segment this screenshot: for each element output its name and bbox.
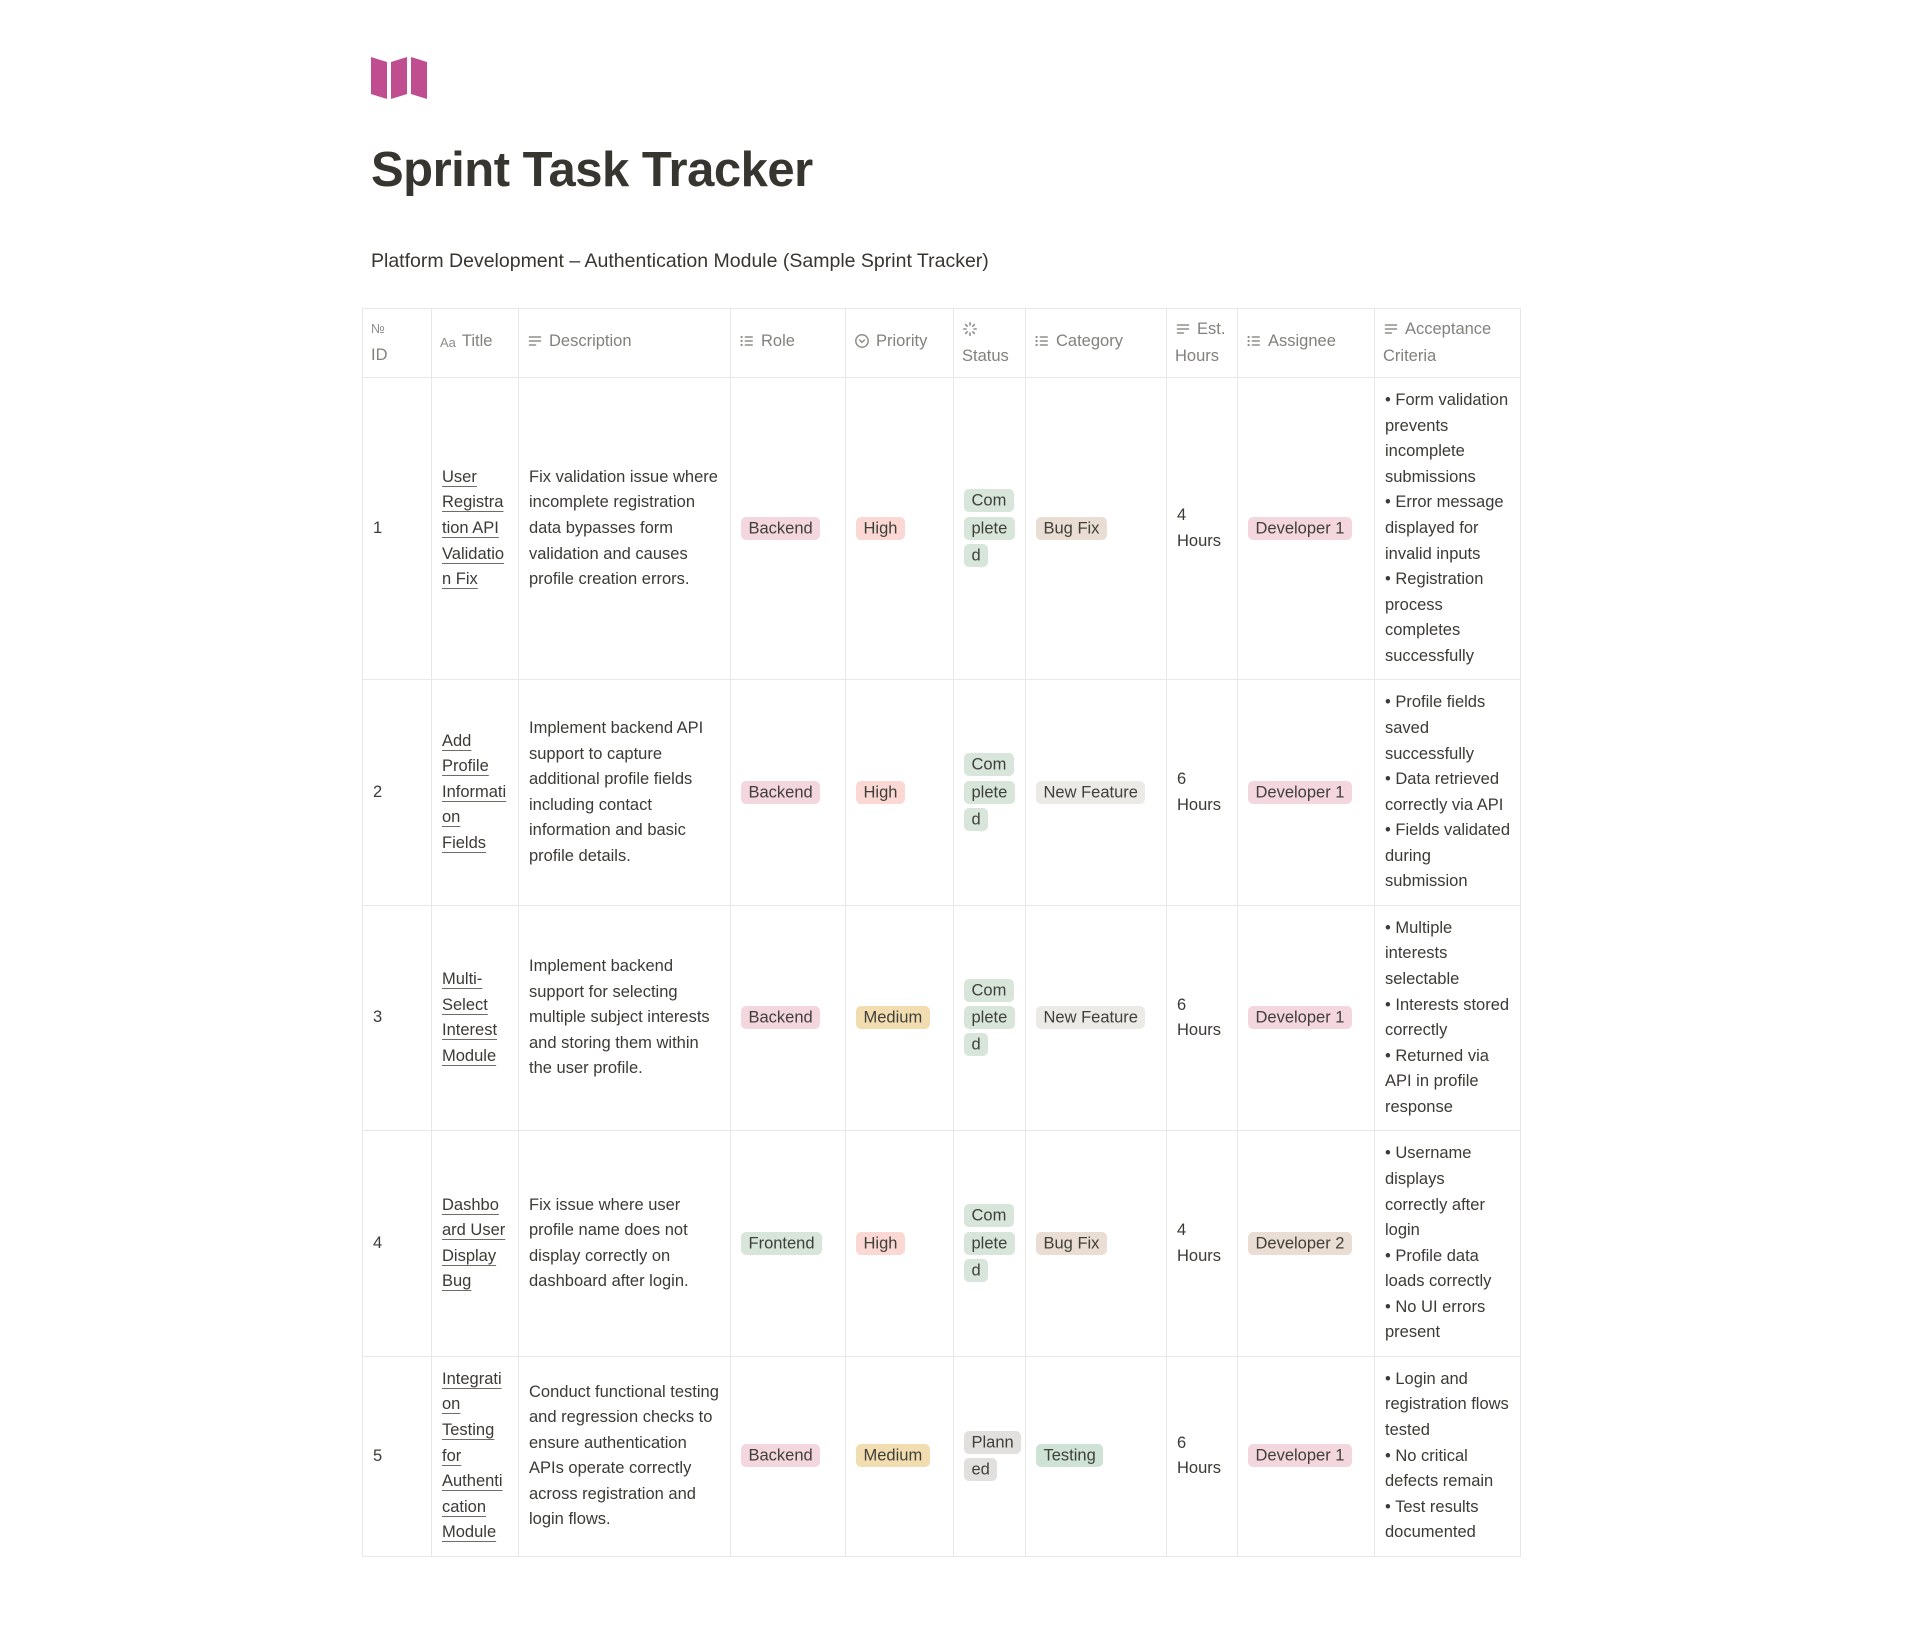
cell-est-hours[interactable]: 6 Hours [1167, 680, 1238, 906]
text-icon [1175, 320, 1191, 345]
column-header-role[interactable] [731, 308, 846, 378]
column-header-description[interactable] [519, 308, 731, 378]
column-label: Role [761, 332, 795, 351]
table-row [363, 905, 1521, 1131]
category-tag: Testing [1036, 1444, 1103, 1467]
table-row [363, 680, 1521, 906]
cell-title[interactable] [432, 680, 519, 906]
cell-title[interactable] [432, 1131, 519, 1357]
cell-assignee[interactable] [1238, 1131, 1375, 1357]
assignee-tag: Developer 1 [1248, 781, 1352, 804]
cell-priority[interactable] [846, 1131, 954, 1357]
acceptance-line: • Error message displayed for invalid inputs [1385, 493, 1504, 563]
acceptance-line: • Profile data loads correctly [1385, 1246, 1492, 1291]
acceptance-line: • Interests stored correctly [1385, 995, 1510, 1040]
cell-description[interactable]: Fix validation issue where incomplete registration data bypasses form validation and causes profile creation errors. [519, 378, 731, 680]
column-header-category[interactable] [1026, 308, 1167, 378]
column-label: ID [371, 345, 388, 364]
cell-role[interactable] [731, 680, 846, 906]
column-label: Priority [876, 332, 928, 351]
priority-tag: Medium [856, 1444, 930, 1467]
assignee-tag: Developer 1 [1248, 517, 1352, 540]
status-tag: Completed [964, 489, 1015, 566]
cell-assignee[interactable] [1238, 378, 1375, 680]
title-link[interactable]: Add Profile Information Fields [442, 731, 507, 852]
status-tag: Planned [964, 1431, 1021, 1481]
cell-est-hours[interactable]: 6 Hours [1167, 905, 1238, 1131]
acceptance-line: • Form validation prevents incomplete submissions [1385, 391, 1509, 486]
assignee-tag: Developer 1 [1248, 1006, 1352, 1029]
category-tag: Bug Fix [1036, 517, 1107, 540]
acceptance-line: • Registration process completes successfully [1385, 570, 1484, 665]
cell-priority[interactable] [846, 378, 954, 680]
column-label: Assignee [1268, 332, 1336, 351]
map-icon[interactable] [371, 53, 427, 99]
cell-category[interactable] [1026, 1131, 1167, 1357]
column-header-assignee[interactable] [1238, 308, 1375, 378]
cell-description[interactable]: Implement backend API support to capture additional profile fields including contact information and basic profile details. [519, 680, 731, 906]
status-tag: Completed [964, 1204, 1015, 1281]
acceptance-line: • Test results documented [1385, 1497, 1479, 1542]
cell-assignee[interactable] [1238, 905, 1375, 1131]
multiselect-icon [739, 332, 755, 357]
role-tag: Backend [741, 1444, 820, 1467]
role-tag: Backend [741, 517, 820, 540]
category-tag: New Feature [1036, 1006, 1145, 1029]
title-icon: Aa [440, 335, 456, 351]
multiselect-icon [1034, 332, 1050, 357]
cell-id[interactable]: 1 [363, 378, 432, 680]
table-row [363, 1131, 1521, 1357]
cell-description[interactable]: Fix issue where user profile name does not display correctly on dashboard after login. [519, 1131, 731, 1357]
sprint-table [362, 308, 1521, 1557]
role-tag: Frontend [741, 1232, 822, 1255]
cell-category[interactable] [1026, 1356, 1167, 1556]
cell-acceptance-criteria[interactable] [1375, 1131, 1521, 1357]
cell-acceptance-criteria[interactable] [1375, 905, 1521, 1131]
cell-priority[interactable] [846, 905, 954, 1131]
cell-acceptance-criteria[interactable] [1375, 378, 1521, 680]
status-tag: Completed [964, 979, 1015, 1056]
status-icon [962, 320, 978, 345]
cell-description[interactable]: Conduct functional testing and regression checks to ensure authentication APIs operate correctly across registration and login flows. [519, 1356, 731, 1556]
acceptance-line: • Multiple interests selectable [1385, 918, 1460, 988]
title-link[interactable]: Integration Testing for Authentication Module [442, 1369, 503, 1542]
role-tag: Backend [741, 781, 820, 804]
cell-priority[interactable] [846, 680, 954, 906]
cell-description[interactable]: Implement backend support for selecting multiple subject interests and storing them within the user profile. [519, 905, 731, 1131]
multiselect-icon [1246, 332, 1262, 357]
column-label: Acceptance Criteria [1383, 319, 1492, 366]
cell-title[interactable] [432, 378, 519, 680]
column-label: Est. Hours [1175, 319, 1226, 366]
acceptance-line: • Profile fields saved successfully [1385, 693, 1486, 763]
role-tag: Backend [741, 1006, 820, 1029]
page-title: Sprint Task Tracker [371, 143, 813, 197]
column-header-title[interactable] [432, 308, 519, 378]
cell-id[interactable]: 2 [363, 680, 432, 906]
priority-tag: High [856, 517, 905, 540]
acceptance-line: • No UI errors present [1385, 1297, 1486, 1342]
cell-status[interactable] [954, 1356, 1026, 1556]
cell-category[interactable] [1026, 378, 1167, 680]
column-label: Title [461, 332, 493, 351]
cell-category[interactable] [1026, 680, 1167, 906]
column-header-est_hours[interactable] [1167, 308, 1238, 378]
table-header-row [363, 308, 1521, 378]
cell-status[interactable] [954, 1131, 1026, 1357]
cell-role[interactable] [731, 1131, 846, 1357]
select-icon [854, 332, 870, 357]
column-header-id[interactable] [363, 308, 432, 378]
numbering-icon: № [371, 321, 385, 337]
cell-title[interactable] [432, 905, 519, 1131]
cell-est-hours[interactable]: 6 Hours [1167, 1356, 1238, 1556]
category-tag: Bug Fix [1036, 1232, 1107, 1255]
acceptance-line: • Fields validated during submission [1385, 821, 1511, 891]
cell-assignee[interactable] [1238, 1356, 1375, 1556]
column-label: Category [1056, 332, 1123, 351]
cell-est-hours[interactable]: 4 Hours [1167, 378, 1238, 680]
table-row [363, 1356, 1521, 1556]
cell-role[interactable] [731, 905, 846, 1131]
cell-category[interactable] [1026, 905, 1167, 1131]
status-tag: Completed [964, 753, 1015, 830]
acceptance-line: • Username displays correctly after login [1385, 1144, 1485, 1240]
category-tag: New Feature [1036, 781, 1145, 804]
cell-id[interactable]: 5 [363, 1356, 432, 1556]
title-link[interactable]: Multi-Select Interest Module [442, 970, 498, 1065]
column-header-priority[interactable] [846, 308, 954, 378]
cell-role[interactable] [731, 378, 846, 680]
title-link[interactable]: Dashboard User Display Bug [442, 1195, 506, 1291]
cell-status[interactable] [954, 680, 1026, 906]
cell-title[interactable] [432, 1356, 519, 1556]
cell-priority[interactable] [846, 1356, 954, 1556]
table-row [363, 378, 1521, 680]
column-label: Description [549, 332, 632, 351]
column-header-status[interactable] [954, 308, 1026, 378]
cell-acceptance-criteria[interactable] [1375, 680, 1521, 906]
acceptance-line: • Returned via API in profile response [1385, 1046, 1489, 1116]
text-icon [1383, 320, 1399, 345]
cell-est-hours[interactable]: 4 Hours [1167, 1131, 1238, 1357]
priority-tag: High [856, 1232, 905, 1255]
cell-status[interactable] [954, 378, 1026, 680]
acceptance-line: • Data retrieved correctly via API [1385, 770, 1504, 814]
cell-status[interactable] [954, 905, 1026, 1131]
title-link[interactable]: User Registration API Validation Fix [442, 467, 505, 589]
cell-assignee[interactable] [1238, 680, 1375, 906]
cell-id[interactable]: 3 [363, 905, 432, 1131]
page-subtitle: Platform Development – Authentication Module (Sample Sprint Tracker) [371, 250, 989, 273]
priority-tag: Medium [856, 1006, 930, 1029]
column-label: Status [962, 347, 1009, 366]
cell-acceptance-criteria[interactable] [1375, 1356, 1521, 1556]
cell-id[interactable]: 4 [363, 1131, 432, 1357]
text-icon [527, 332, 543, 357]
column-header-acceptance[interactable] [1375, 308, 1521, 378]
assignee-tag: Developer 2 [1248, 1232, 1352, 1255]
cell-role[interactable] [731, 1356, 846, 1556]
assignee-tag: Developer 1 [1248, 1444, 1352, 1467]
acceptance-line: • Login and registration flows tested [1385, 1369, 1509, 1439]
priority-tag: High [856, 781, 905, 804]
acceptance-line: • No critical defects remain [1385, 1446, 1494, 1491]
